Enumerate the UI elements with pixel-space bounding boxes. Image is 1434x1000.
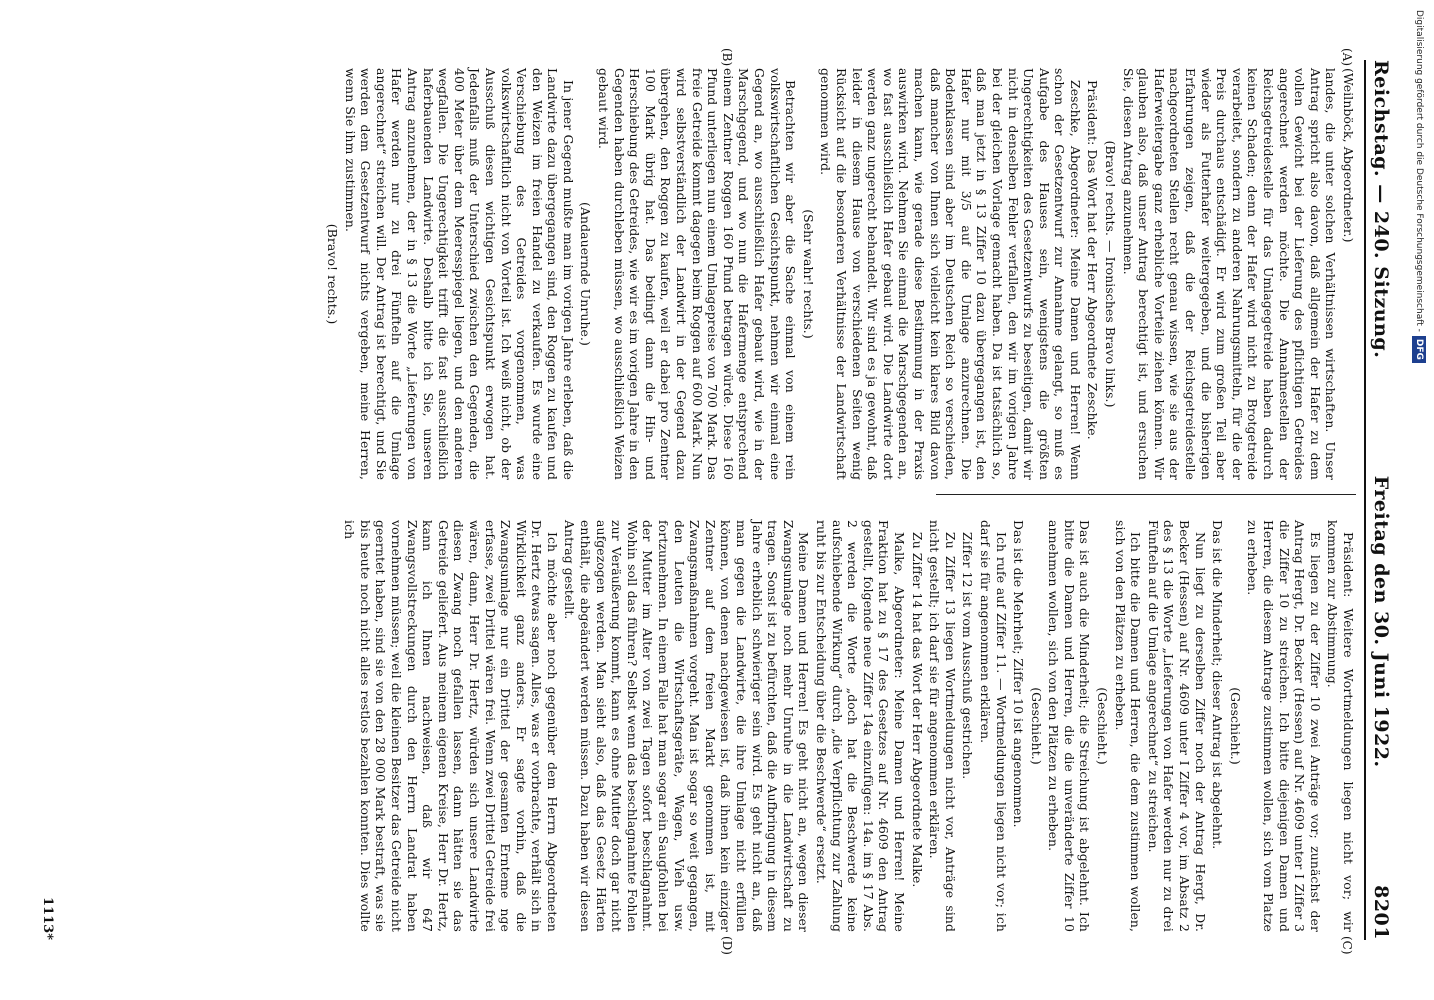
margin-mark-d: (D) [720,936,734,955]
paragraph: landes, die unter solchen Verhältnissen wirtschaften. Unser Antrag spricht also davon, daß allgemein der Hafer zu dem vollen Gewicht bei der Lieferung des pflichtigen Getreides angerechnet werden möchte. Die Annahmestellen der Reichsgetreidestelle für das Umlagegetreide haben dadurch keinen Schaden; denn der Hafer wird nicht zu Brotgetreide verarbeitet, sondern zu anderen Nahrungsmitteln, für die der Preis durchaus entschädigt. Er wird zum großen Teil aber wieder als Futterhafer weitergegeben, und die bisherigen Erfahrungen zeigen, daß die der Reichsgetreidestelle nachgeordneten Stellen recht genau wissen, wie sie aus der Haferweitergabe ganz erhebliche Vorteile ziehen können. Wir glauben also, daß unser Antrag berechtigt ist, und ersuchen Sie, diesen Antrag anzunehmen. [1120,68,1339,480]
paragraph: Das ist die Mehrheit; Ziffer 10 ist angenommen. [1011,520,1027,828]
paragraph: Malke, Abgeordneter: Meine Damen und Herren! Meine Fraktion hat zu § 17 des Gesetzes auf Nr. 4609 den Antrag gestellt, folgende neue Ziffer 14a einzufügen: 14a. im § 17 Abs. 2 werden die Worte „doch hat die Beschwerde keine aufschiebende Wirkung“ durch „die Verpflichtung zur Zahlung ruht bis zur Entscheidung über die Beschwerde“ ersetzt. [814,520,907,932]
paragraph: Betrachten wir aber die Sache einmal von einem rein volkswirtschaftlichen Gesichtspunkt, nehmen wir einmal eine Gegend an, wo ausschließlich Hafer gebaut wird, wie in der Marschgegend, und wo nun die Hafermenge entsprechend einem Zentner Roggen 160 Pfund betragen würde. Diese 160 Pfund unterliegen nun einem Umlagepreise von 700 Mark. Das freie Getreide kommt dagegen beim Roggen auf 600 Mark. Nun wird selbstverständlich der Landwirt in der Gegend dazu übergehen, den Roggen zu kaufen, weil er dabei pro Zentner 100 Mark übrig hat. Das bedingt dann die Hin- und Herschiebung des Getreides, wie wir es im vorigen Jahre in den Gegenden haben durchleben müssen, wo ausschließlich Weizen gebaut wird. [596,68,799,480]
margin-mark-b: (B) [720,48,734,67]
paragraph: Ziffer 12 ist vom Ausschuß gestrichen. [960,532,976,780]
header-rule [1364,60,1366,940]
paragraph: (Geschieht.) [1028,687,1044,765]
paragraph: Zeschke, Abgeordneter: Meine Damen und Herren! Wenn schon der Gesetzentwurf zur Annahme gelangt, so muß es Aufgabe des Hauses sein, wenigstens die größten Ungerechtigkeiten des Gesetzentwurfs zu beseitigen, damit wir nicht in denselben Fehler verfallen, den wir im vorigen Jahre bei der gleichen Vorlage gemacht haben. Da ist tatsächlich so, daß man jetzt in § 13 Ziffer 10 dazu übergegangen ist, den Hafer nur mit 3/5 auf die Umlage anzurechnen. Die Bodenklassen sind aber im Deutschen Reich so verschieden, daß mancher von Ihnen sich vielleicht kein klares Bild davon machen kann, wie gerade diese Bestimmung in der Praxis auswirken wird. Nehmen Sie einmal die Marschgegenden an, wo fast ausschließlich Hafer gebaut wird. Die Landwirte dort werden ganz ungerecht behandelt. Wir sind es ja gewohnt, daß leider in diesem Hause von verschiedenen Seiten wenig Rücksicht auf die besonderen Verhältnisse der Landwirtschaft genommen wird. [818,68,1083,480]
paragraph: Ich möchte aber noch gegenüber dem Herrn Abgeordneten Dr. Hertz etwas sagen. Alles, was er vorbrachte, verhält sich in Wirklichkeit ganz anders. Er sagte vorhin, daß die Zwangsumlage nur ein Drittel der gesamten Ernteme nge erfasse, zwei Drittel wären frei. Wenn zwei Drittel Getreide frei wären, dann, Herr Dr. Hertz, würden sich unsere Landwirte diesen Zwang noch gefallen lassen, dann hätten sie das Getreide geliefert. Aus meinem eigenen Kreise, Herr Dr. Hertz, kann ich Ihnen nachweisen, daß wir 647 Zwangsvollstreckungen durch den Herrn Landrat haben vornehmen müssen; weil die kleinen Besitzer das Getreide nicht geerntet haben, sind sie von den 28 000 Mark bestraft, was sie bis heute noch nicht alles restlos bezahlen konnten. Dies wollte ich [342,520,560,932]
paragraph: Zu Ziffer 14 hat das Wort der Herr Abgeordnete Malke. [909,532,925,888]
right-column [340,520,1356,932]
paragraph: Das ist auch die Minderheit; die Streichung ist abgelehnt. Ich bitte die Damen und Herren, die die unveränderte Ziffer 10 annehmen wollen, sich von den Plätzen zu erheben. [1046,520,1093,932]
paragraph: Nun liegt zu derselben Ziffer noch der Antrag Hergt, Dr. Becker (Hessen) auf Nr. 4609 unter I Ziffer 4 vor, im Absatz 2 des § 13 die Worte „Lieferungen von Hafer werden nur zu drei Fünfteln auf die Umlage angerechnet“ zu streichen. [1145,520,1208,932]
footer-signature: 1113* [40,897,55,940]
paragraph: Ich rufe auf Ziffer 11. — Wortmeldungen liegen nicht vor; ich darf sie für angenommen erklären. [977,520,1009,932]
header-left: Reichstag. — 240. Sitzung. [1370,60,1392,359]
paragraph: (Geschieht.) [1095,687,1111,765]
column-divider [936,494,1356,495]
paragraph: In jener Gegend mußte man im vorigen Jahre erleben, daß die Landwirte dazu übergegangen sind, den Roggen zu kaufen und den Weizen im freien Handel zu verkaufen. Es wurde eine Verschiebung des Getreides vorgenommen, was volkswirtschaftlich nicht von Vorteil ist. Ich weiß nicht, ob der Ausschuß diesen wichtigen Gesichtspunkt erwogen hat. Jedenfalls muß der Unterschied zwischen den Gegenden, die 400 Meter über dem Meeresspiegel liegen, und den anderen wegfallen. Die Ungerechtigkeit trifft die fast ausschließlich haferbauenden Landwirte. Deshalb bitte ich Sie, unseren Antrag anzunehmen, der in § 13 die Worte „Lieferungen von Hafer werden nur zu drei Fünfteln auf die Umlage angerechnet“ streichen will. Der Antrag ist berechtigt, und Sie werden dem Gesetzentwurf nichts vergeben, meine Herren, wenn Sie ihm zustimmen. [342,68,576,480]
paragraph: (Andauernde Unruhe.) [578,202,594,346]
page-number: 8201 [1370,885,1392,940]
paragraph: (Bravo! rechts. — Ironisches Bravo links.) [1103,140,1119,408]
header-date: Freitag den 30. Juni 1922. [1370,475,1392,768]
side-note-text: Digitalisierung gefördert durch die Deutsche Forschungsgemeinschaft - [1414,10,1424,332]
margin-mark-a: (A) [1340,48,1354,67]
margin-mark-c: (C) [1340,936,1354,955]
paragraph: Zu Ziffer 13 liegen Wortmeldungen nicht vor, Anträge sind nicht gestellt; ich darf sie für angenommen erklären. [927,520,958,932]
paragraph: Präsident: Das Wort hat der Herr Abgeordnete Zeschke. [1085,80,1101,440]
paragraph: (Weilnböck, Abgeordneter.) [1341,68,1356,243]
dfg-badge: DFG [1412,336,1426,363]
paragraph: Es liegen zu der Ziffer 10 zwei Anträge vor; zunächst der Antrag Hergt, Dr. Becker (Hessen) auf Nr. 4609 unter I Ziffer 3 die Ziffer 10 zu streichen. Ich bitte diejenigen Damen und Herren, die diesem Antrage zustimmen wollen, sich vom Platze zu erheben. [1245,520,1323,932]
paragraph: Präsident: Weitere Wortmeldungen liegen nicht vor; wir kommen zur Abstimmung. [1325,520,1356,932]
paragraph: Das ist die Minderheit; dieser Antrag ist abgelehnt. [1210,520,1226,850]
left-column [322,68,1356,480]
paragraph: Ich bitte die Damen und Herren, die dem zustimmen wollen, sich von den Plätzen zu erheben. [1112,520,1144,932]
page-header [1370,60,1396,940]
paragraph: (Geschieht.) [1227,687,1243,765]
dfg-side-note [1412,10,1426,990]
paragraph: Meine Damen und Herren! Es geht nicht an, wegen dieser Zwangsumlage noch mehr Unruhe in die Landwirtschaft zu tragen. Sonst ist zu befürchten, daß die Aufbringung in diesem Jahre erheblich schwieriger sein wird. Es geht nicht an, daß man gegen die Landwirte, die ihre Umlage nicht erfüllen können, von denen nachgewiesen ist, daß ihnen kein einziger Zentner auf dem freien Markt genommen ist, mit Zwangsmaßnahmen vorgeht. Man ist sogar so weit gegangen, den Leuten die Wirtschaftsgeräte, Wagen, Vieh usw. fortzunehmen. In einem Falle hat man sogar ein Saugfohlen bei der Mutter im Alter von zwei Tagen sofort beschlagnahmt. Wohin soll das führen? Selbst wenn das beschlagnahmte Fohlen zur Veräußerung kommt, kann es ohne Mutter doch gar nicht aufgezogen werden. Man sieht also, daß das Gesetz Härten enthält, die abgeändert werden müssen. Dazu haben wir diesen Antrag gestellt. [562,520,812,932]
paragraph: (Sehr wahr! rechts.) [800,209,816,339]
paragraph: (Bravo! rechts.) [325,223,340,325]
